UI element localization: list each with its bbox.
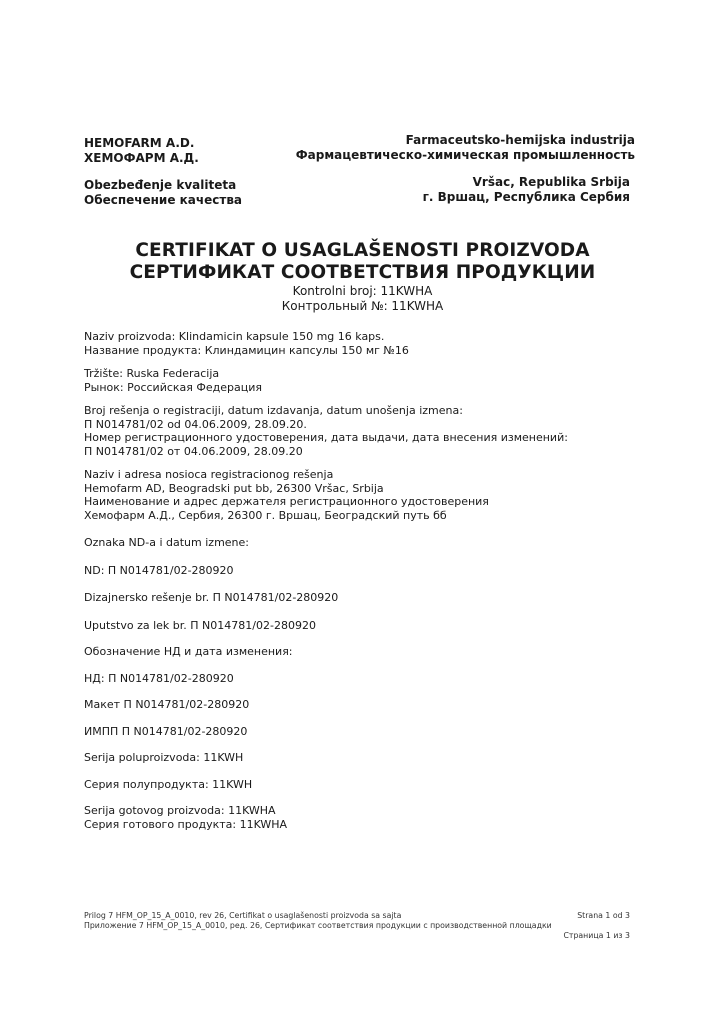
quality-department-latin: Obezbeđenje kvaliteta — [84, 178, 237, 192]
page-number-latin: Strana 1 od 3 — [577, 911, 630, 920]
industry-description — [296, 133, 635, 163]
certificate-body — [84, 330, 568, 831]
location-cyrillic: г. Вршац, Республика Сербия — [422, 190, 630, 204]
footer-attachment-cyrillic: Приложение 7 HFM_OP_15_A_0010, ред. 26, Сертификат соответствия продукции с производственной площадки — [84, 921, 552, 930]
company-name-cyrillic: ХЕМОФАРМ А.Д. — [84, 151, 199, 165]
registration-value-cyrillic: П N014781/02 от 04.06.2009, 28.09.20 — [84, 444, 303, 458]
quality-department — [84, 178, 242, 208]
page-footer — [84, 911, 630, 941]
finished-product-batch-cyrillic: Серия готового продукта: 11KWHA — [84, 817, 288, 831]
certificate-title-cyrillic: СЕРТИФИКАТ СООТВЕТСТВИЯ ПРОДУКЦИИ — [129, 262, 596, 283]
holder-label-latin: Naziv i adresa nosioca registracionog rešenja — [84, 468, 334, 481]
registration-label-cyrillic: Номер регистрационного удостоверения, дата выдачи, дата внесения изменений: — [84, 431, 568, 444]
nd-latin: ND: П N014781/02-280920 — [84, 563, 234, 577]
control-number-latin: Kontrolni broj: 11KWHA — [292, 284, 433, 298]
footer-attachment-latin: Prilog 7 HFM_OP_15_A_0010, rev 26, Certifikat o usaglašenosti proizvoda sa sajta — [84, 911, 402, 920]
industry-cyrillic: Фармацевтическо-химическая промышленность — [295, 148, 635, 162]
company-name-latin: HEMOFARM A.D. — [84, 136, 195, 150]
company-location — [423, 175, 630, 205]
finished-product-batch-latin: Serija gotovog proizvoda: 11KWHA — [84, 804, 276, 817]
location-latin: Vršac, Republika Srbija — [472, 175, 630, 189]
holder-value-latin: Hemofarm AD, Beogradski put bb, 26300 Vršac, Srbija — [84, 481, 384, 495]
quality-department-cyrillic: Обеспечение качества — [84, 193, 243, 207]
market-cyrillic: Рынок: Российская Федерация — [84, 380, 262, 394]
impp-cyrillic: ИМПП П N014781/02-280920 — [84, 724, 248, 738]
certificate-title-block — [0, 240, 725, 314]
holder-value-cyrillic: Хемофарм А.Д., Сербия, 26300 г. Вршац, Београдский путь бб — [84, 508, 447, 522]
instructions-latin: Uputstvo za lek br. П N014781/02-280920 — [84, 618, 316, 632]
layout-cyrillic: Макет П N014781/02-280920 — [84, 698, 250, 711]
control-number-cyrillic: Контрольный №: 11KWHA — [281, 299, 444, 313]
nd-label-cyrillic: Обозначение НД и дата изменения: — [84, 645, 293, 658]
holder-label-cyrillic: Наименование и адрес держателя регистрационного удостоверения — [84, 495, 489, 508]
semi-product-batch-cyrillic: Серия полупродукта: 11KWH — [84, 777, 253, 791]
registration-value-latin: П N014781/02 od 04.06.2009, 28.09.20. — [84, 417, 307, 431]
nd-cyrillic: НД: П N014781/02-280920 — [84, 671, 234, 685]
market-latin: Tržište: Ruska Federacija — [84, 367, 220, 380]
design-solution-latin: Dizajnersko rešenje br. П N014781/02-280920 — [84, 591, 339, 604]
certificate-title-latin: CERTIFIKAT O USAGLAŠENOSTI PROIZVODA — [135, 240, 590, 261]
page-number-cyrillic: Страница 1 из 3 — [563, 931, 630, 940]
product-name-latin: Naziv proizvoda: Klindamicin kapsule 150 mg 16 kaps. — [84, 330, 385, 343]
industry-latin: Farmaceutsko-hemijska industrija — [405, 133, 635, 147]
semi-product-batch-latin: Serija poluproizvoda: 11KWH — [84, 751, 244, 764]
company-name — [84, 136, 199, 166]
nd-label-latin: Oznaka ND-a i datum izmene: — [84, 536, 249, 549]
registration-label-latin: Broj rešenja o registraciji, datum izdavanja, datum unošenja izmena: — [84, 404, 463, 417]
product-name-cyrillic: Название продукта: Клиндамицин капсулы 150 мг №16 — [84, 343, 409, 357]
